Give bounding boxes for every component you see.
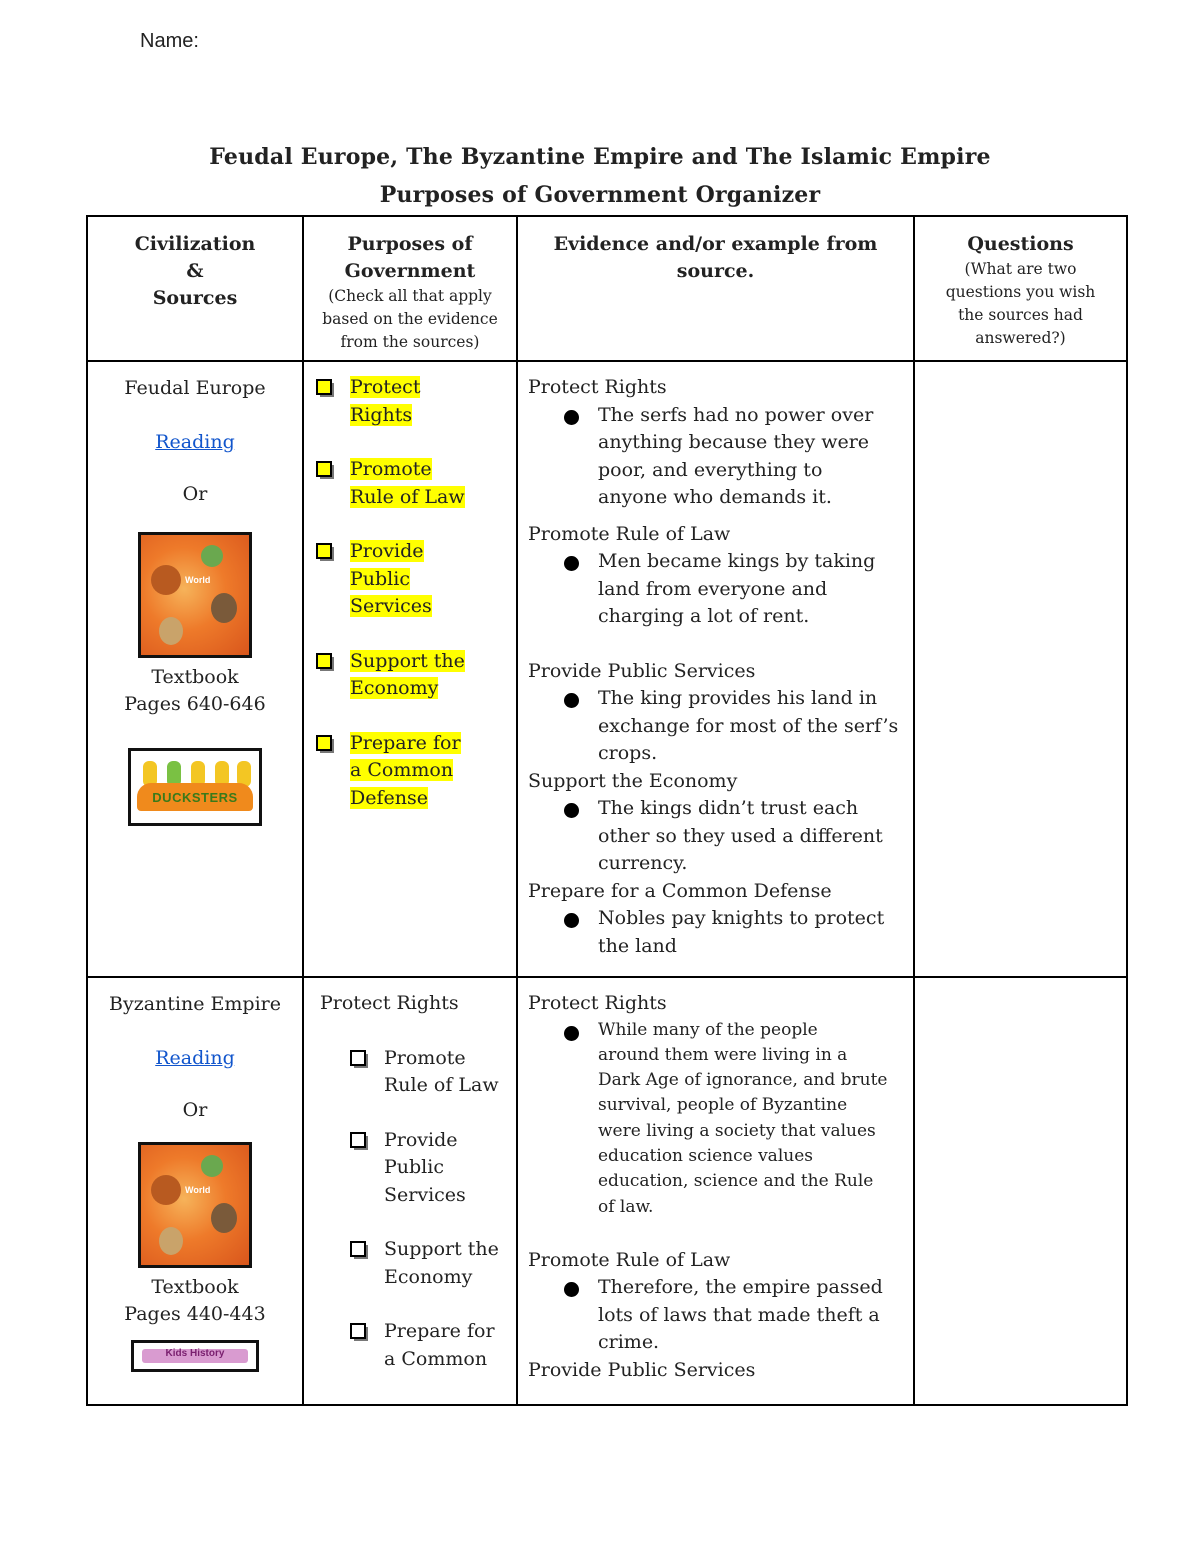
checkbox-prepare-common-defense[interactable]: Prepare for a Common [350,1318,504,1373]
checkbox-icon[interactable] [350,1050,366,1066]
textbook-pages: Pages 440-443 [124,1303,266,1325]
checkbox-icon[interactable] [350,1323,366,1339]
textbook-cover-image[interactable]: World [138,1142,252,1268]
checkbox-support-the-economy[interactable]: Support the Economy [350,1236,504,1291]
bullet-icon [564,803,579,818]
checkbox-icon[interactable] [316,461,332,477]
checkbox-icon[interactable] [350,1241,366,1257]
evidence-bullet: The kings didn’t trust each other so they used a different currency. [528,795,903,878]
civilization-name: Byzantine Empire [109,993,281,1015]
checkbox-support-the-economy[interactable]: Support the Economy [316,648,504,703]
evidence-heading: Protect Rights [528,992,667,1014]
checkbox-icon[interactable] [316,543,332,559]
header-purposes: Purposes of Government (Check all that apply based on the evidence from the sources) [303,216,517,361]
organizer-table [86,215,1128,1406]
evidence-heading: Protect Rights [528,376,667,398]
bullet-icon [564,1282,579,1297]
evidence-heading: Support the Economy [528,769,738,792]
bullet-icon [564,556,579,571]
ducksters-banner-image[interactable]: DUCKSTERS [128,748,262,826]
checkbox-provide-public-services[interactable]: Provide Public Services [350,1127,504,1210]
questions-cell[interactable] [914,977,1127,1405]
checkbox-protect-rights[interactable]: Protect Rights [316,374,504,429]
evidence-heading: Promote Rule of Law [528,522,731,545]
evidence-heading: Provide Public Services [528,659,756,682]
name-label: Name: [140,30,199,52]
table-row [87,977,1127,1405]
textbook-label: Textbook [151,1276,239,1298]
or-label: Or [182,483,208,505]
evidence-bullet: The king provides his land in exchange for most of the serf’s crops. [528,685,903,768]
textbook-cover-image[interactable]: World [138,532,252,658]
civilization-cell [87,977,303,1405]
bullet-icon [564,913,579,928]
checkbox-icon[interactable] [316,653,332,669]
checkbox-icon[interactable] [316,735,332,751]
table-row [87,361,1127,977]
evidence-bullet: The serfs had no power over anything because they were poor, and everything to anyone who demands it. [528,402,903,512]
civilization-name: Feudal Europe [124,377,266,399]
questions-cell[interactable] [914,361,1127,977]
checkbox-icon[interactable] [350,1132,366,1148]
page-title: Feudal Europe, The Byzantine Empire and The Islamic Empire [209,144,991,170]
header-evidence: Evidence and/or example from source. [517,216,914,361]
or-label: Or [182,1099,208,1121]
checkbox-prepare-common-defense[interactable]: Prepare for a Common Defense [316,730,504,813]
reading-link[interactable]: Reading [155,431,235,453]
checkbox-promote-rule-of-law[interactable]: Promote Rule of Law [316,456,504,511]
evidence-heading: Promote Rule of Law [528,1248,731,1271]
checkbox-icon[interactable] [316,379,332,395]
bullet-icon [564,410,579,425]
evidence-cell [517,361,914,977]
bullet-icon [564,693,579,708]
evidence-heading: Prepare for a Common Defense [528,879,832,902]
evidence-heading: Provide Public Services [528,1358,756,1381]
kids-history-banner-image[interactable]: Kids History [131,1340,259,1372]
civilization-cell [87,361,303,977]
page-subtitle: Purposes of Government Organizer [379,182,821,208]
evidence-bullet: Nobles pay knights to protect the land [528,905,903,960]
header-questions: Questions (What are two questions you wish the sources had answered?) [914,216,1127,361]
reading-link[interactable]: Reading [155,1047,235,1069]
purposes-cell [303,361,517,977]
header-civilization: Civilization & Sources [87,216,303,361]
textbook-pages: Pages 640-646 [124,693,266,715]
textbook-label: Textbook [151,666,239,688]
evidence-bullet: Men became kings by taking land from everyone and charging a lot of rent. [528,548,903,631]
bullet-icon [564,1026,579,1041]
purpose-protect-rights: Protect Rights [320,992,459,1014]
header-row [87,216,1127,361]
checkbox-provide-public-services[interactable]: Provide Public Services [316,538,504,621]
evidence-bullet: Therefore, the empire passed lots of laws that made theft a crime. [528,1274,903,1357]
evidence-bullet: While many of the people around them were living in a Dark Age of ignorance, and brute survival, people of Byzantine were living a society that values education science values education, science and the Rule of law. [528,1018,903,1220]
checkbox-promote-rule-of-law[interactable]: Promote Rule of Law [350,1045,504,1100]
evidence-cell [517,977,914,1405]
purposes-cell [303,977,517,1405]
